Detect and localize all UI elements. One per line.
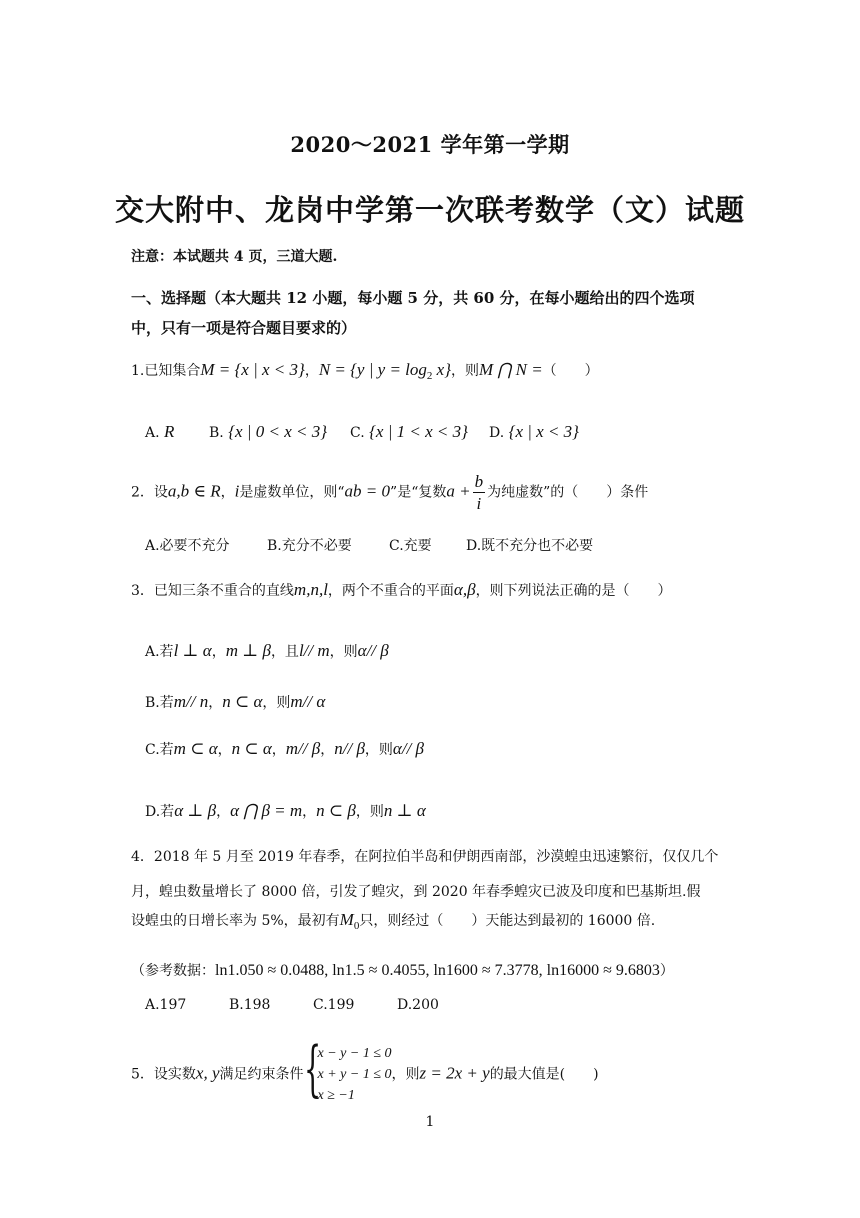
q1-prefix: 1.已知集合 [131,363,201,379]
q1-option-d [489,422,579,442]
q4-ref-math: ln1.050 ≈ 0.0488, ln1.5 ≈ 0.4055, ln1600 ≈ 7.3778, ln16000 ≈ 9.6803 [215,962,660,979]
q2-p5: 为纯虚数”的（ ）条件 [487,484,649,501]
q3-c-s4: ，则 [364,742,393,758]
q5-constraint-1: x − y − 1 ≤ 0 [317,1046,392,1061]
q3-c-m4: n// β [334,739,365,758]
notice: 注意：本试题共 4 页，三道大题. [131,249,338,265]
q3-a-m1: l ⊥ α [173,641,212,660]
q1-tail: （ ） [542,363,599,379]
q2-p4: ”是“复数 [390,484,447,501]
q1-option-b [209,422,327,442]
q3-b-m2: n ⊂ α [222,692,263,711]
q3-a-m4: α// β [357,641,389,660]
q3-a-m2: m ⊥ β [225,641,271,660]
q3-d-s3: ，则 [355,804,384,820]
q3-c-m5: α// β [392,739,425,758]
q1-set-n: N = {y | y = log [318,360,427,379]
q5-v1: x, y [195,1063,220,1083]
q3-a-s1: ， [211,644,226,660]
q3-option-d [145,801,426,821]
q2-p2: ， [220,484,235,501]
q4-option-a: A.197 [145,997,187,1013]
q5-p2: 满足约束条件 [219,1066,304,1083]
q4-p2a: 设蝗虫的日增长率为 5%，最初有 [131,913,340,929]
q3-option-c [145,739,424,759]
q3-a-m3: l// m [298,641,330,660]
q2-v3: ab = 0 [344,481,391,501]
q2-frac-den: i [476,494,482,513]
q2-option-b: B.充分不必要 [267,538,352,554]
q3-c-s1: ， [217,742,232,758]
q3-p2: ，两个不重合的平面 [327,583,454,599]
question-1-stem [131,360,599,382]
q3-p3: ，则下列说法正确的是（ ） [475,583,672,599]
question-4-stem: 4．2018 年 5 月至 2019 年春季，在阿拉伯半岛和伊朗西南部，沙漠蝗虫迅速繁衍，仅仅几个月，蝗虫数量增长了 8000 倍，引发了蝗灾，到 2020 年春季蝗灾已波及印度和巴基斯坦.假 [131,849,719,900]
q5-constraint-system [303,1034,392,1106]
q1-sep: ， [304,363,319,379]
q3-b-s2: ，则 [262,695,291,711]
q3-b-s1: ， [208,695,223,711]
page-number: 1 [425,1114,435,1130]
q3-a-s3: ，则 [329,644,358,660]
q3-v2: α,β [453,580,476,599]
q5-p1: 5．设实数 [131,1066,196,1083]
q3-d-m2: α ⋂ β = m [230,801,303,820]
q2-v4: a + [446,481,471,501]
q1-set-m: M = {x | x < 3} [200,360,305,379]
q1-d-value: {x | x < 3} [508,422,579,441]
q1-b-label: B. [209,425,224,441]
q1-set-n-end: x} [432,360,451,379]
q4-option-d: D.200 [397,997,439,1013]
q4-p2b: 只，则经过（ ）天能达到最初的 16000 倍. [359,913,656,929]
q3-b-label: B.若 [145,695,174,711]
q3-d-label: D.若 [145,804,175,820]
q5-p4: 的最大值是( ) [489,1066,599,1083]
q3-a-s2: ，且 [270,644,299,660]
q3-d-s2: ， [302,804,317,820]
q3-c-s3: ， [320,742,335,758]
q5-constraint-3: x ≥ −1 [317,1088,355,1103]
q4-ref-prefix: （参考数据： [131,963,215,979]
q1-log-base: 2 [426,369,433,382]
q3-c-label: C.若 [145,742,174,758]
q3-d-m1: α ⊥ β [174,801,217,820]
q4-ref-suffix: ） [659,963,674,979]
question-4-stem-line3 [131,910,655,932]
q3-c-s2: ， [271,742,286,758]
q3-c-m1: m ⊂ α [173,739,218,758]
q4-m0: M [339,910,354,929]
q1-c-value: {x | 1 < x < 3} [369,422,468,441]
q1-tail-prefix: ，则 [451,363,479,379]
q1-option-c [350,422,468,442]
q4-reference-data [131,960,674,980]
q3-d-s1: ， [216,804,231,820]
q2-option-c: C.充要 [389,538,432,554]
section-heading: 一、选择题（本大题共 12 小题，每小题 5 分，共 60 分，在每小题给出的四个选项中，只有一项是符合题目要求的） [131,289,695,337]
question-5-stem [131,1034,599,1106]
q2-option-d: D.既不充分也不必要 [466,538,594,554]
q3-b-m1: m// n [173,692,209,711]
question-2-stem [131,473,648,512]
q4-m0-sub: 0 [353,919,360,932]
left-brace-icon: { [303,1034,321,1104]
q1-a-label: A. [145,425,160,441]
q4-option-b: B.198 [229,997,271,1013]
q3-c-m3: m// β [285,739,321,758]
q2-p3: 是虚数单位，则“ [239,484,345,501]
q1-b-value: {x | 0 < x < 3} [228,422,328,441]
question-3-stem [131,580,672,600]
q3-b-m3: m// α [290,692,326,711]
q2-v1: a,b ∈ R [167,481,221,501]
q3-c-m2: n ⊂ α [231,739,272,758]
q2-p1: 2．设 [131,484,168,501]
q1-a-value: R [164,422,175,441]
q4-option-c: C.199 [313,997,355,1013]
q1-expr: M ⋂ N = [479,360,543,379]
q2-fraction [473,473,486,512]
q3-p1: 3．已知三条不重合的直线 [131,583,294,599]
q5-constraint-2: x + y − 1 ≤ 0 [317,1067,392,1082]
q5-v2: z = 2x + y [419,1063,490,1083]
q3-option-b [145,692,325,712]
q2-frac-num: b [474,472,484,491]
q1-option-a [145,422,174,442]
q3-v1: m,n,l [293,580,328,599]
q3-option-a [145,641,389,661]
q3-d-m3: n ⊂ β [316,801,356,820]
q2-option-a: A.必要不充分 [145,538,230,554]
q3-a-label: A.若 [145,644,174,660]
q3-d-m4: n ⊥ α [383,801,426,820]
q2-v2: i [234,481,240,501]
year-title: 2020～2021 学年第一学期 [290,132,570,157]
exam-title: 交大附中、龙岗中学第一次联考数学（文）试题 [114,193,745,227]
q1-c-label: C. [350,425,365,441]
q1-d-label: D. [489,425,505,441]
q5-p3: ，则 [391,1066,420,1083]
